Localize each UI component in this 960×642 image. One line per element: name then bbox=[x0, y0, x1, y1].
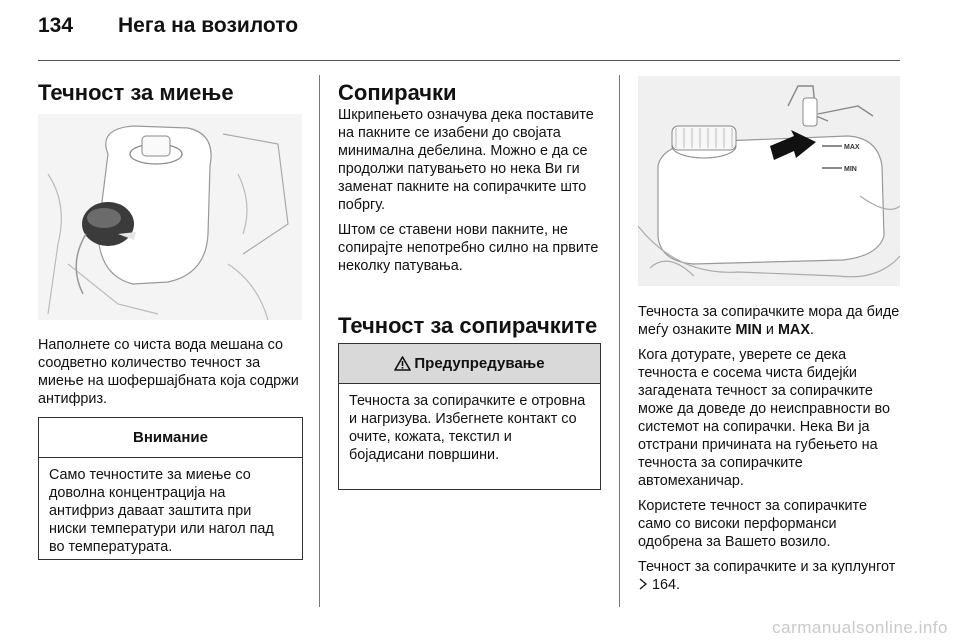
page-reference-arrow-icon bbox=[638, 577, 648, 595]
min-label: MIN bbox=[735, 322, 762, 338]
watermark: carmanualsonline.info bbox=[772, 618, 948, 637]
fluid-reference-paragraph: Течност за сопирачките и за куплунгот 164. bbox=[638, 559, 896, 593]
brake-reservoir-illustration bbox=[638, 76, 900, 286]
max-mark-label: MAX bbox=[844, 144, 860, 151]
caution-notice-text: Само течностите за миење со доволна концентрација на антифриз даваат заштита при ниски температури или нагол пад во температурата. bbox=[49, 467, 274, 555]
washer-fluid-paragraph: Наполнете со чиста вода мешана со соодветно количество течност за миење на шофершајбната која содржи антифриз. bbox=[38, 337, 299, 407]
washer-fluid-heading: Течност за миење bbox=[38, 80, 234, 105]
page-number: 134 bbox=[38, 14, 74, 37]
max-label: MAX bbox=[777, 322, 810, 338]
section-title: Нега на возилото bbox=[118, 14, 299, 37]
fluid-quality-paragraph: Користете течност за сопирачките само со високи перформанси одобрена за Вашето возило. bbox=[638, 498, 867, 550]
warning-notice-box bbox=[338, 343, 601, 490]
warning-notice-header bbox=[339, 344, 600, 384]
brakes-paragraph-1: Шкрипењето означува дека поставите на пакните се изабени до својата минимална дебелина. Можно е да се продолжи патувањето но нека Ви ги заменат пакните на сопирачките што побргу. bbox=[338, 107, 594, 213]
warning-triangle-icon bbox=[394, 356, 411, 371]
caution-notice-box bbox=[38, 417, 303, 560]
warning-notice-title: Предупредување bbox=[414, 355, 545, 372]
caution-notice-title: Внимание bbox=[39, 418, 302, 458]
column-divider-1 bbox=[319, 75, 320, 607]
warning-notice-text: Течноста за сопирачките е отровна и нагризува. Избегнете контакт со очите, кожата, текстил и бојадисани површини. bbox=[349, 393, 586, 463]
brakes-paragraph-2: Штом се ставени нови пакните, не сопирајте непотребно силно на првите неколку патувања. bbox=[338, 222, 599, 274]
page-reference-link[interactable]: 164 bbox=[652, 577, 677, 593]
topping-up-paragraph: Кога дотурате, уверете се дека течноста е сосема чиста бидејќи загадената течност за сопирачките може да доведе до неисправности во системот на сопирачки. Нека Ви ја отстрани причината на губењето на течноста за сопирачките автомеханичар. bbox=[638, 347, 891, 489]
brake-fluid-heading: Течност за сопирачките bbox=[338, 313, 598, 338]
washer-reservoir-illustration bbox=[38, 114, 302, 320]
brakes-heading: Сопирачки bbox=[338, 80, 457, 105]
header-divider bbox=[38, 60, 900, 61]
brake-fluid-level-paragraph: Течноста за сопирачките мора да биде меѓу ознаките MIN и MAX. bbox=[638, 304, 900, 338]
column-divider-2 bbox=[619, 75, 620, 607]
min-mark-label: MIN bbox=[844, 166, 857, 173]
